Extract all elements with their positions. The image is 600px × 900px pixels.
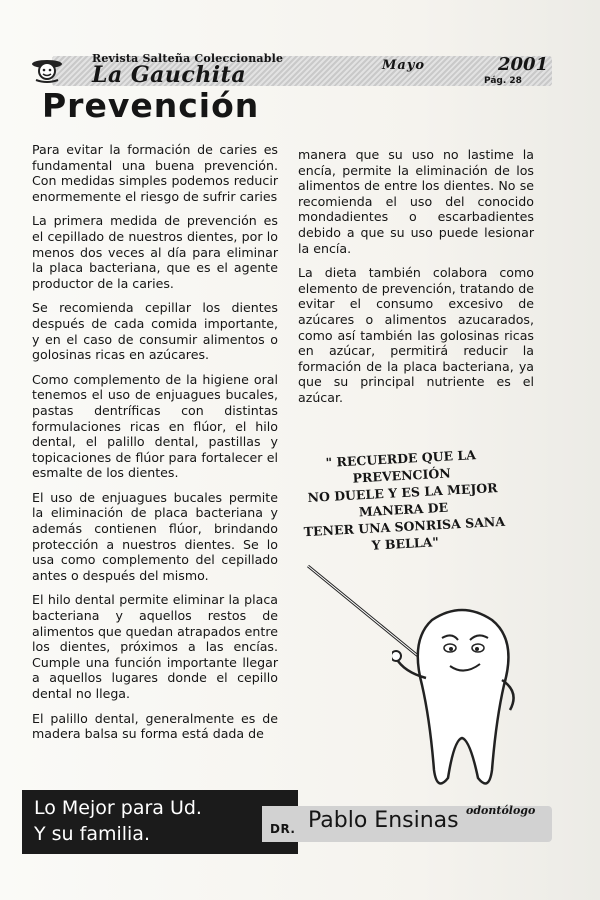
doctor-name: Pablo Ensinas bbox=[308, 808, 459, 833]
quote-line: " RECUERDE QUE LA PREVENCIÓN bbox=[325, 447, 477, 486]
magazine-subtitle: Revista Salteña Coleccionable bbox=[92, 52, 284, 65]
paragraph: Para evitar la formación de caries es fundamental una buena prevención. Con medidas simples podemos reducir enormemente el riesgo de sufrir caries bbox=[32, 142, 278, 204]
doctor-title: odontólogo bbox=[466, 804, 536, 817]
quote-line: NO DUELE Y ES LA MEJOR MANERA DE bbox=[307, 480, 498, 520]
article-right-column bbox=[298, 147, 534, 415]
paragraph: Se recomienda cepillar los dientes después de cada comida importante, y en el caso de consumir alimentos o golosinas ricas en azúcares. bbox=[32, 300, 278, 363]
pull-quote bbox=[297, 445, 508, 558]
paragraph: manera que su uso no lastime la encía, permite la eliminación de los alimentos de entre los dientes. No se recomienda el uso del conocido mondadientes o escarbadientes debido a que su uso puede lesionar la encía. bbox=[298, 147, 534, 256]
quote-line: TENER UNA SONRISA SANA Y BELLA" bbox=[303, 513, 506, 553]
magazine-name: La Gauchita bbox=[92, 62, 247, 88]
tooth-mascot-icon bbox=[392, 600, 532, 800]
paragraph: La dieta también colabora como elemento de prevención, tratando de evitar el consumo excesivo de azúcares o alimentos azucarados, como así también las golosinas ricas en azúcar, permitirá reducir la formación de la placa bacteriana, ya que su principal nutriente es el azúcar. bbox=[298, 265, 534, 405]
paragraph: El hilo dental permite eliminar la placa bacteriana y aquellos restos de alimentos que quedan atrapados entre los dientes, próximos a las encías. Cumple una función importante llegar a aquellos lugares donde el cepillo dental no llega. bbox=[32, 592, 278, 701]
issue-month: Mayo bbox=[382, 58, 426, 73]
doctor-prefix: DR. bbox=[270, 822, 296, 836]
slogan-banner bbox=[22, 790, 298, 854]
article-left-column bbox=[32, 142, 278, 751]
magazine-header bbox=[22, 48, 562, 90]
bleed-through-texture bbox=[540, 100, 600, 800]
slogan-line-2: Y su familia. bbox=[34, 823, 150, 845]
paragraph: Como complemento de la higiene oral tenemos el uso de enjuagues bucales, pastas dentríficas con distintas formulaciones ricas en flúor, el hilo dental, el palillo dental, pastillas y topicaciones de flúor para fortalecer el esmalte de los dientes. bbox=[32, 371, 278, 481]
paragraph: El uso de enjuagues bucales permite la eliminación de placa bacteriana y además contienen flúor, brindando protección a nuestros dientes. Se lo usa como complemento del cepillado antes o después del mismo. bbox=[32, 489, 278, 583]
page-number: Pág. 28 bbox=[484, 76, 522, 86]
gaucho-logo-icon bbox=[30, 54, 64, 84]
issue-year: 2001 bbox=[498, 54, 549, 75]
paragraph: El palillo dental, generalmente es de madera balsa su forma está dada de bbox=[32, 710, 278, 742]
slogan-line-1: Lo Mejor para Ud. bbox=[34, 797, 202, 819]
paragraph: La primera medida de prevención es el cepillado de nuestros dientes, por lo menos dos veces al día para eliminar la placa bacteriana, que es el agente productor de la caries. bbox=[32, 213, 278, 291]
article-title: Prevención bbox=[42, 86, 260, 125]
